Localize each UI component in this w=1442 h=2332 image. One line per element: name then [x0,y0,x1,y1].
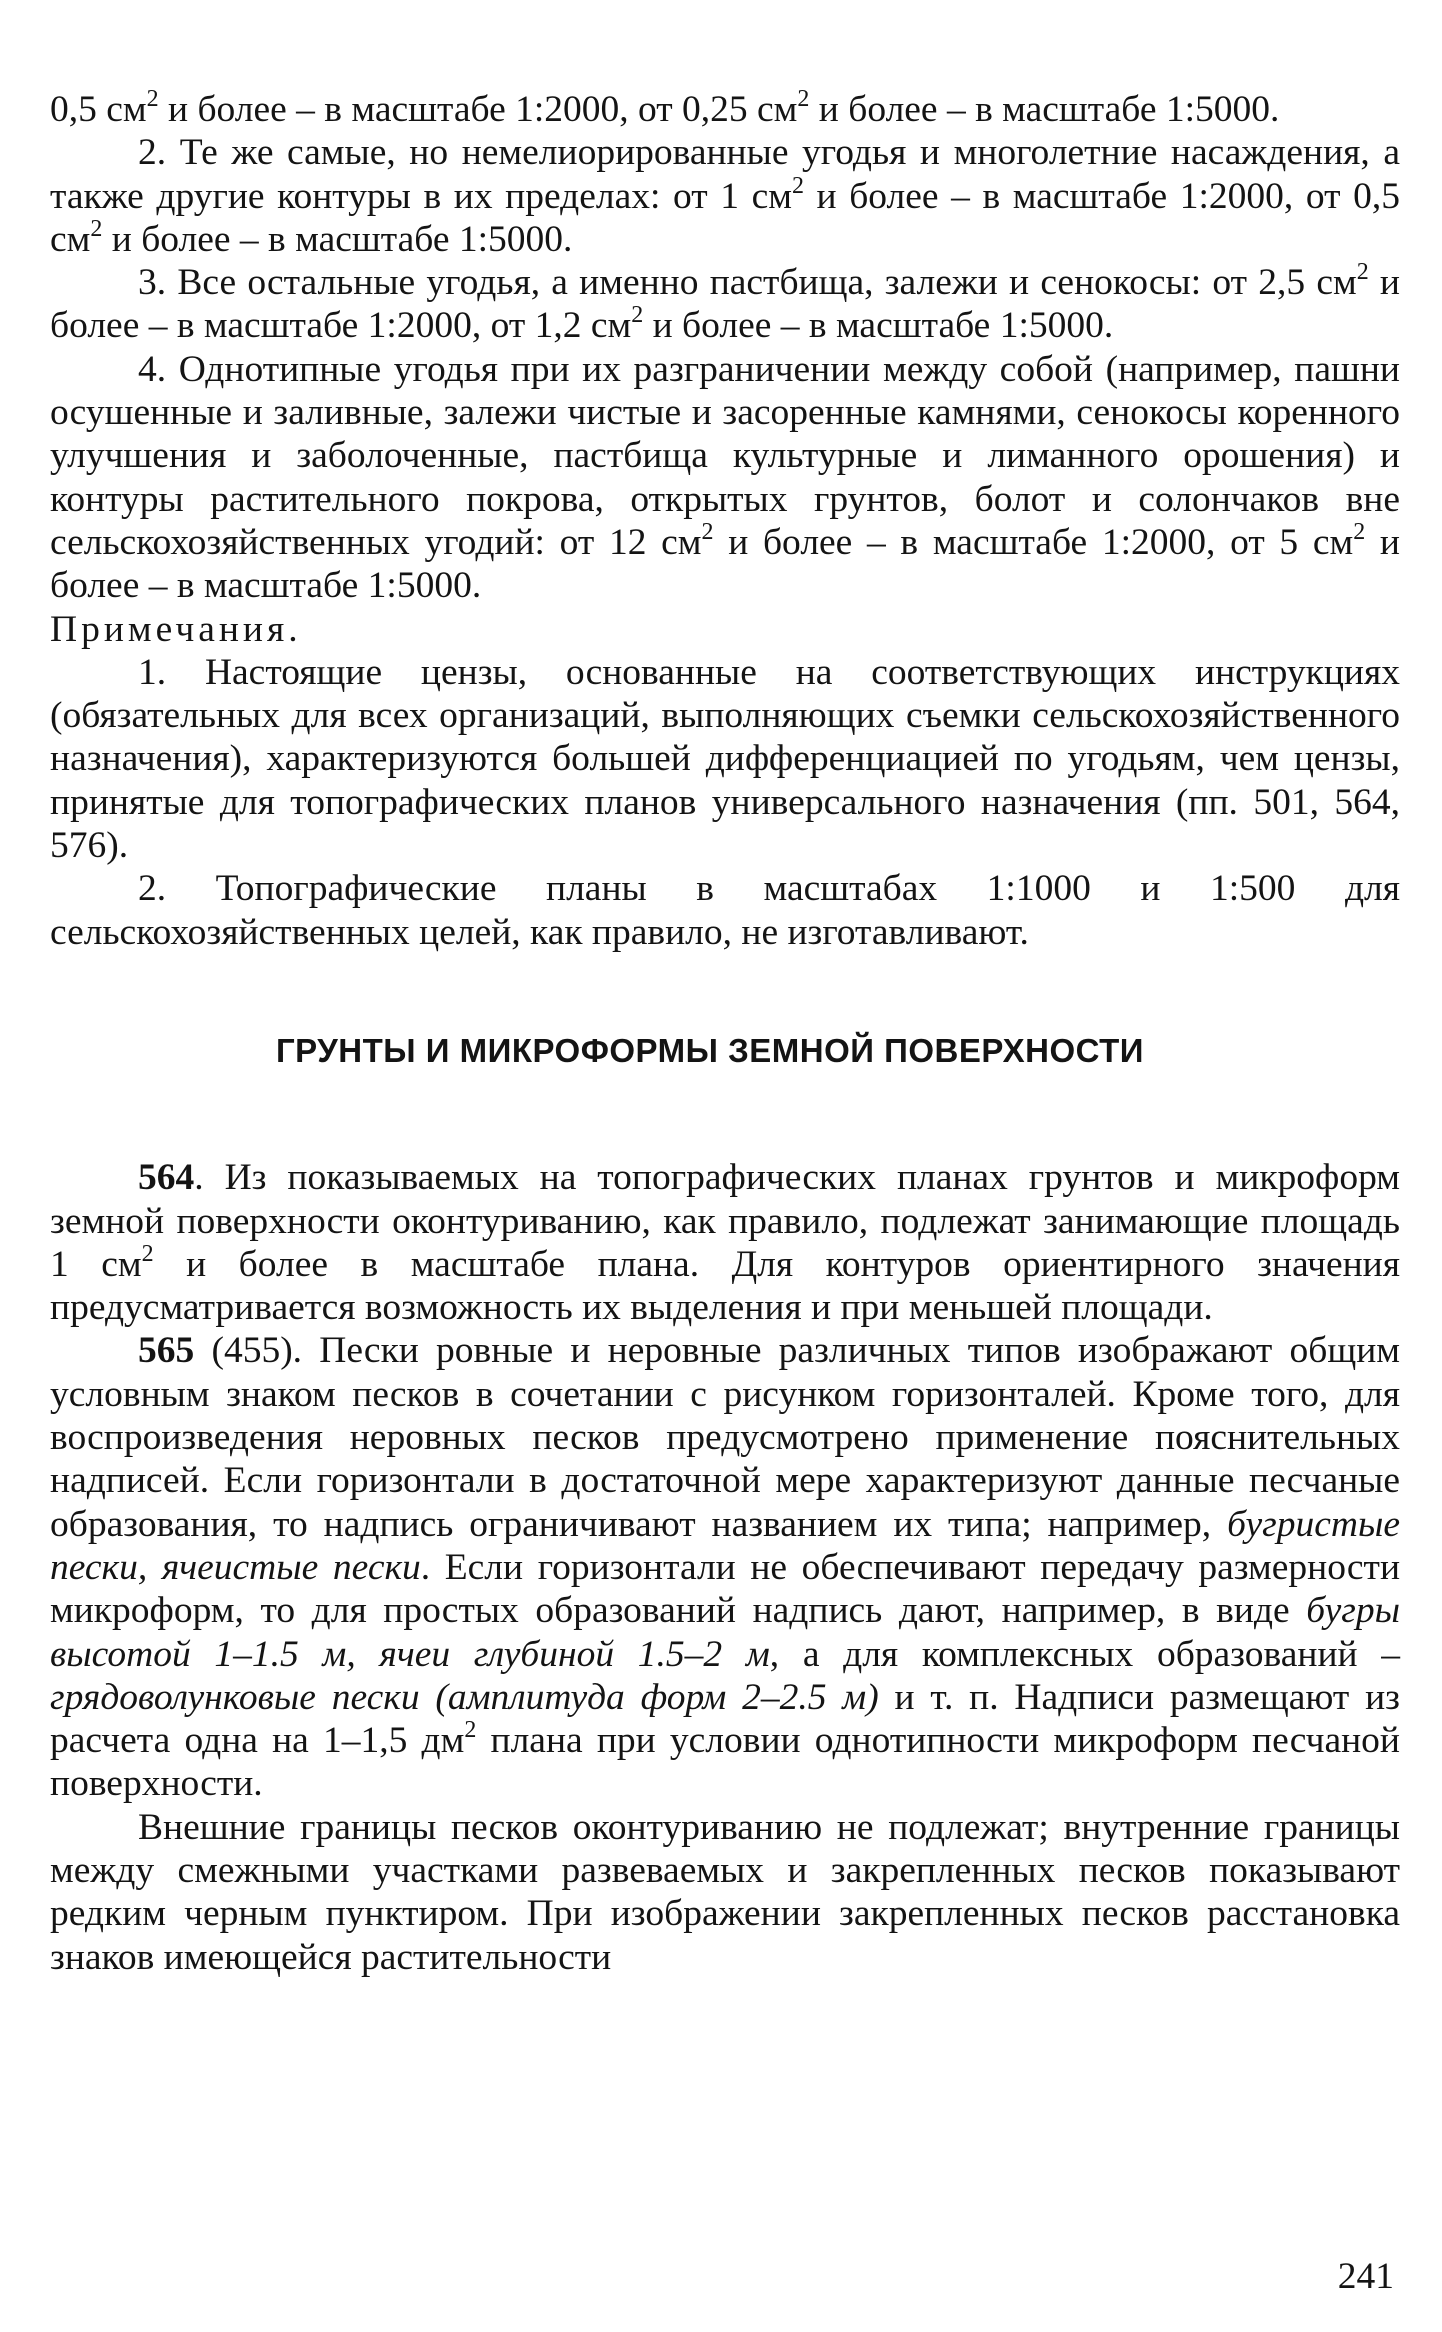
notes-title: Примечания. [50,608,302,650]
paragraph-number: 565 [138,1330,195,1372]
list-item-2: 2. Те же самые, но немелиорированные угодья и многолетние насаждения, а также другие контуры в их пределах: от 1 $см^2$ и более – в масштабе 1:2000, от 0,5 $см^2$ и более – в масштабе 1:5000. [50,132,1400,260]
paragraph-565: 565 (455). Пески ровные и неровные различных типов изображают общим условным знаком песков в сочетании с рисунком горизонталей. Кроме того, для воспроизведения неровных песков предусмотрено применение пояснительных надписей. Если горизонтали в достаточной мере характеризуют данные песчаные образования, то надпись ограничивают названием их типа; например, бугристые пески, ячеистые пески. Если горизонтали не обеспечивают передачу размерности микроформ, то для простых образований надпись дают, например, в виде бугры высотой 1–1.5 м, ячеи глубиной 1.5–2 м, а для комплексных образований – грядоволунковые пески (амплитуда форм 2–2.5 м) и т. п. Надписи размещают из расчета одна на 1–1,5 $дм^2$ плана при условии однотипности микроформ песчаной поверхности. [50,1330,1401,1805]
paragraph-number: 564 [138,1157,195,1199]
list-item-4: 4. Однотипные угодья при их разграничении между собой (например, пашни осушенные и заливные, залежи чистые и засоренные камнями, сенокосы коренного улучшения и заболоченные, пастбища культурные и лиманного орошения) и контуры растительного покрова, открытых грунтов, болот и солончаков вне сельскохозяйственных угодий: от 12 $см^2$ и более – в масштабе 1:2000, от 5 $см^2$ и более – в масштабе 1:5000. [50,348,1400,607]
note-2: 2. Топографические планы в масштабах 1:1000 и 1:500 для сельскохозяйственных целей, как правило, не изготавливают. [50,868,1400,953]
italic-example: бугры высотой 1–1.5 м, ячеи глубиной 1.5–2 м [50,1590,1400,1675]
page-number: 241 [1337,2256,1394,2297]
paragraph-scale-criteria: 0,5 $см^2$ и более – в масштабе 1:2000, от 0,25 $см^2$ и более – в масштабе 1:5000. [50,86,1280,130]
paragraph-borders: Внешние границы песков оконтуриванию не подлежат; внутренние границы между смежными участками развеваемых и закрепленных песков показывают редким черным пунктиром. При изображении закрепленных песков расстановка знаков имеющейся растительности [50,1806,1400,1978]
italic-example: бугристые пески, ячеистые пески [50,1503,1400,1588]
section-heading: ГРУНТЫ И МИКРОФОРМЫ ЗЕМНОЙ ПОВЕРХНОСТИ [275,1031,1145,1069]
list-item-3: 3. Все остальные угодья, а именно пастбища, залежи и сенокосы: от 2,5 $см^2$ и более – в масштабе 1:2000, от 1,2 $см^2$ и более – в масштабе 1:5000. [50,259,1400,347]
paragraph-564: 564. Из показываемых на топографических планах грунтов и микроформ земной поверхности оконтуриванию, как правило, подлежат занимающие площадь 1 $см^2$ и более в масштабе плана. Для контуров ориентирного значения предусматривается возможность их выделения и при меньшей площади. [50,1157,1400,1329]
page-body [50,88,1400,1979]
italic-example: грядоволунковые пески (амплитуда форм 2–2.5 м) [50,1676,879,1718]
note-1: 1. Настоящие цензы, основанные на соответствующих инструкциях (обязательных для всех организаций, выполняющих съемки сельскохозяйственного назначения), характеризуются большей дифференциацией по угодьям, чем цензы, принятые для топографических планов универсального назначения (пп. 501, 564, 576). [50,651,1400,867]
